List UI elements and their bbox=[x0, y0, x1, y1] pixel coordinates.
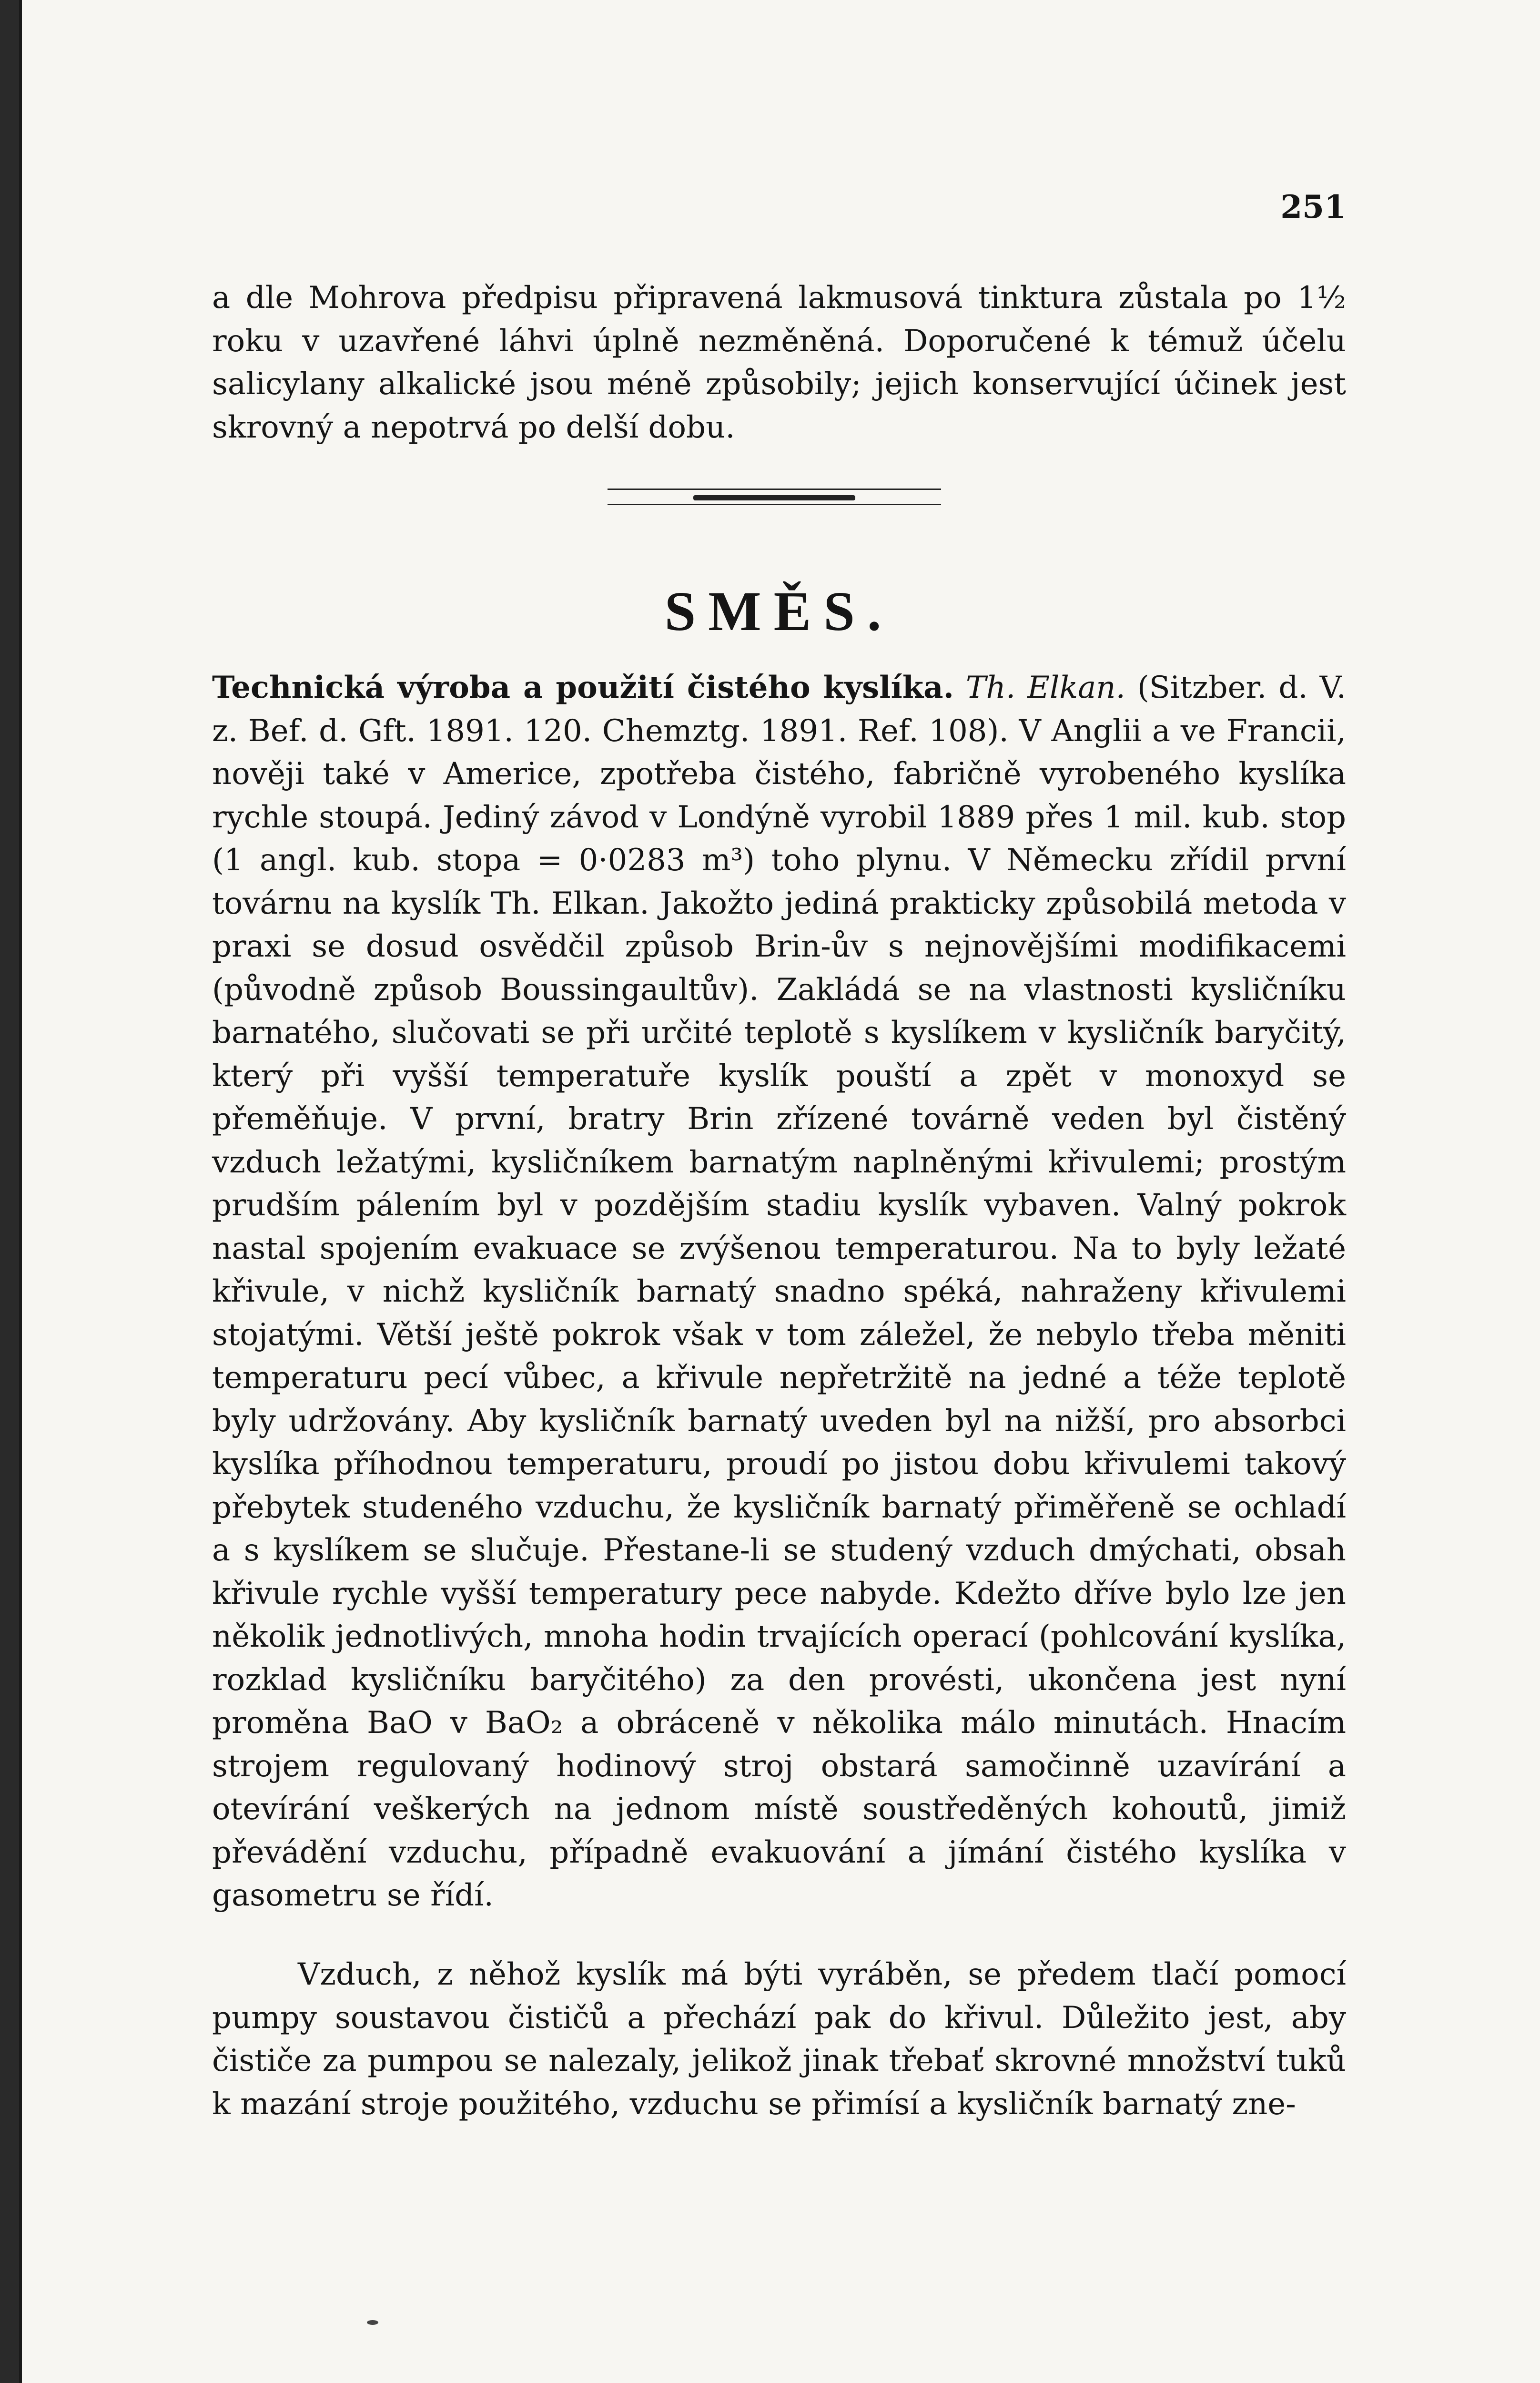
article-reference: (Sitzber. d. V. z. Bef. d. Gft. 1891. 120. Chemztg. 1891. Ref. 108). bbox=[212, 670, 1347, 749]
page-number: 251 bbox=[1280, 188, 1346, 225]
article-paragraph bbox=[212, 666, 1346, 1917]
section-divider bbox=[608, 489, 941, 508]
page-sheet bbox=[19, 0, 1540, 2383]
section-title: SMĚS. bbox=[664, 580, 894, 642]
divider-line-bottom bbox=[608, 504, 941, 505]
article-author: Th. Elkan. bbox=[965, 670, 1125, 705]
article-body: V Anglii a ve Francii, nověji také v Americe, zpotřeba čistého, fabričně vyrobeného kyslíka rychle stoupá. Jediný závod v Londýně vyrobil 1889 přes 1 mil. kub. stop (1 angl. kub. stopa = 0·0283 m³) toho plynu. V Německu zřídil první továrnu na kyslík Th. Elkan. Jakožto jediná prakticky způsobilá metoda v praxi se dosud osvědčil způsob Brin-ův s nejnovějšími modifikacemi (původně způsob Boussingaultův). Zakládá se na vlastnosti kysličníku barnatého, slučovati se při určité teplotě s kyslíkem v kysličník baryčitý, který při vyšší temperatuře kyslík pouští a zpět v monoxyd se přeměňuje. V první, bratry Brin zřízené továrně veden byl čistěný vzduch ležatými, kysličníkem barnatým naplněnými křivulemi; prostým prudším pálením byl v pozdějším stadiu kyslík vybaven. Valný pokrok nastal spojením evakuace se zvýšenou temperaturou. Na to byly ležaté křivule, v nichž kysličník barnatý snadno spéká, nahraženy křivulemi stojatými. Větší ještě pokrok však v tom záležel, že nebylo třeba měniti temperaturu pecí vůbec, a křivule nepřetržitě na jedné a téže teplotě byly udržovány. Aby kysličník barnatý uveden byl na nižší, pro absorbci kyslíka příhodnou temperaturu, proudí po jistou dobu křivulemi takový přebytek studeného vzduchu, že kysličník barnatý přiměřeně se ochladí a s kyslíkem se slučuje. Přestane-li se studený vzduch dmýchati, obsah křivule rychle vyšší temperatury pece nabyde. Kdežto dříve bylo lze jen několik jednotlivých, mnoha hodin trvajících operací (pohlcování kyslíka, rozklad kysličníku baryčitého) za den provésti, ukončena jest nyní proměna BaO v BaO₂ a obráceně v několika málo minutách. Hnacím strojem regulovaný hodinový stroj obstará samočinně uzavírání a otevírání veškerých na jednom místě soustředěných kohoutů, jimiž převádění vzduchu, případně evakuování a jímání čistého kyslíka v gasometru se řídí. bbox=[212, 713, 1347, 1913]
scan-speck bbox=[367, 2320, 378, 2325]
article-heading: Technická výroba a použití čistého kyslíka. bbox=[212, 670, 954, 705]
intro-paragraph: a dle Mohrova předpisu připravená lakmusová tinktura zůstala po 1½ roku v uzavřené láhvi úplně nezměněná. Doporučené k témuž účelu salicylany alkalické jsou méně způsobily; jejich konservující účinek jest skrovný a nepotrvá po delší dobu. bbox=[212, 280, 1346, 445]
divider-ornament bbox=[693, 495, 855, 500]
last-paragraph: Vzduch, z něhož kyslík má býti vyráběn, se předem tlačí pomocí pumpy soustavou čističů a přechází pak do křivul. Důležito jest, aby čističe za pumpou se nalezaly, jelikož jinak třebať skrovné množství tuků k mazání stroje použitého, vzduchu se přimísí a kysličník barnatý zne- bbox=[212, 1957, 1346, 2122]
divider-line-top bbox=[608, 489, 941, 490]
